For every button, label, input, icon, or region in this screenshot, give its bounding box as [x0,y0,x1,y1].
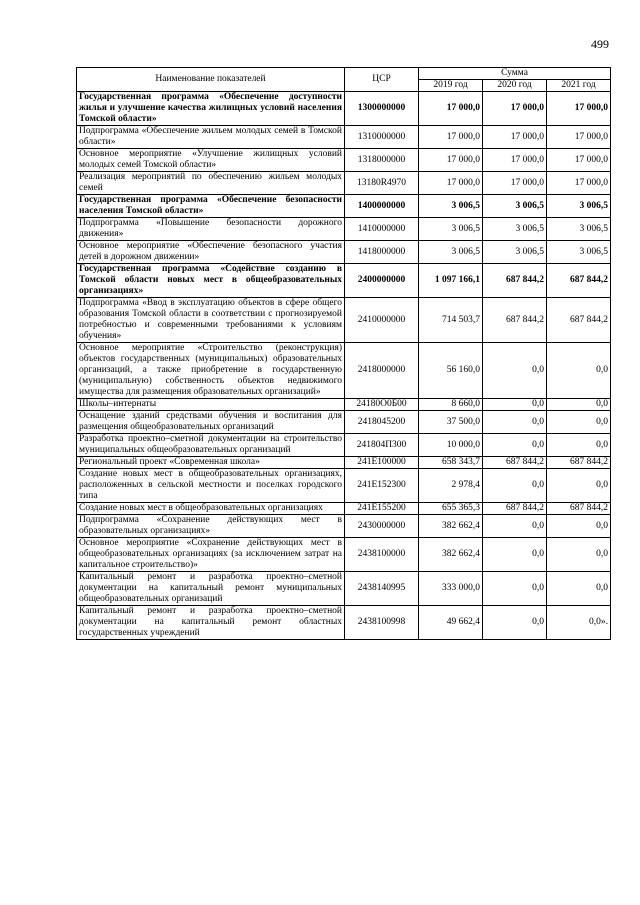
row-value-2019: 8 660,0 [419,399,483,411]
row-value-2021: 17 000,0 [547,92,611,126]
table-row [77,195,611,218]
row-value-2021: 17 000,0 [547,126,611,149]
row-name: Государственная программа «Обеспечение безопасности населения Томской области» [77,195,345,218]
table-row [77,218,611,241]
row-value-2020: 17 000,0 [483,92,547,126]
table-header [77,68,611,92]
row-value-2021: 687 844,2 [547,457,611,469]
row-value-2019: 655 365,3 [419,503,483,515]
row-name: Основное мероприятие «Обеспечение безопасного участия детей в дорожном движении» [77,241,345,264]
row-value-2020: 687 844,2 [483,264,547,298]
budget-table [76,67,611,640]
row-code: 2438100000 [345,538,419,572]
header-year-2019: 2019 год [419,80,483,92]
row-value-2020: 17 000,0 [483,149,547,172]
row-name: Основное мероприятие «Улучшение жилищных условий молодых семей Томской области» [77,149,345,172]
table-row [77,126,611,149]
row-value-2019: 658 343,7 [419,457,483,469]
row-name: Создание новых мест в общеобразовательных организациях [77,503,345,515]
row-value-2021: 0,0 [547,538,611,572]
table-row [77,469,611,503]
row-name: Создание новых мест в общеобразовательных организациях, расположенных в сельской местности и поселках городского типа [77,469,345,503]
table-row [77,457,611,469]
header-year-2021: 2021 год [547,80,611,92]
row-value-2021: 17 000,0 [547,172,611,195]
header-code: ЦСР [345,68,419,92]
row-code: 241E155200 [345,503,419,515]
row-name: Школы–интернаты [77,399,345,411]
row-name: Государственная программа «Обеспечение доступности жилья и улучшение качества жилищных условий населения Томской области» [77,92,345,126]
row-value-2020: 0,0 [483,399,547,411]
row-value-2019: 3 006,5 [419,241,483,264]
row-value-2020: 3 006,5 [483,195,547,218]
row-code: 2410000000 [345,298,419,343]
table-row [77,264,611,298]
header-year-2020: 2020 год [483,80,547,92]
row-code: 1418000000 [345,241,419,264]
row-name: Капитальный ремонт и разработка проектно–сметной документации на капитальный ремонт областных государственных учреждений [77,606,345,640]
row-value-2020: 0,0 [483,515,547,538]
row-value-2021: 3 006,5 [547,241,611,264]
row-value-2019: 17 000,0 [419,172,483,195]
row-value-2020: 687 844,2 [483,503,547,515]
table-row [77,172,611,195]
row-value-2021: 687 844,2 [547,503,611,515]
row-name: Оснащение зданий средствами обучения и воспитания для размещения общеобразовательных организаций [77,411,345,434]
table-row [77,92,611,126]
row-value-2019: 714 503,7 [419,298,483,343]
row-value-2019: 1 097 166,1 [419,264,483,298]
row-value-2020: 687 844,2 [483,298,547,343]
table-row [77,572,611,606]
row-value-2019: 37 500,0 [419,411,483,434]
row-value-2019: 2 978,4 [419,469,483,503]
row-name: Разработка проектно–сметной документации на строительство муниципальных общеобразовательных организаций [77,434,345,457]
row-code: 2438100998 [345,606,419,640]
row-value-2021: 0,0 [547,411,611,434]
row-value-2019: 10 000,0 [419,434,483,457]
row-code: 241804П300 [345,434,419,457]
row-code: 1318000000 [345,149,419,172]
row-code: 1300000000 [345,92,419,126]
row-value-2020: 0,0 [483,343,547,399]
row-value-2020: 3 006,5 [483,241,547,264]
row-name: Подпрограмма «Ввод в эксплуатацию объектов в сфере общего образования Томской области в соответствии с прогнозируемой потребностью и современными требованиями к условиям обучения» [77,298,345,343]
row-value-2019: 17 000,0 [419,92,483,126]
row-code: 2438140995 [345,572,419,606]
row-value-2019: 3 006,5 [419,195,483,218]
row-name: Реализация мероприятий по обеспечению жильем молодых семей [77,172,345,195]
row-code: 2418045200 [345,411,419,434]
row-value-2020: 0,0 [483,434,547,457]
row-value-2021: 0,0 [547,515,611,538]
table-row [77,515,611,538]
table-row [77,538,611,572]
table-row [77,298,611,343]
row-value-2019: 382 662,4 [419,515,483,538]
table-row [77,399,611,411]
row-code: 24180О0Б00 [345,399,419,411]
table-row [77,434,611,457]
table-row [77,343,611,399]
row-code: 1310000000 [345,126,419,149]
table-row [77,149,611,172]
row-value-2019: 56 160,0 [419,343,483,399]
row-name: Основное мероприятие «Строительство (реконструкция) объектов государственных (муниципальных) образовательных организаций, а также приобретение в государственную (муниципальную) собственность объектов недвижимого имущества для размещения образовательных организаций» [77,343,345,399]
header-sum: Сумма [419,68,611,80]
row-value-2021: 17 000,0 [547,149,611,172]
row-value-2020: 687 844,2 [483,457,547,469]
row-code: 1400000000 [345,195,419,218]
row-value-2020: 0,0 [483,606,547,640]
row-value-2019: 17 000,0 [419,126,483,149]
row-value-2020: 3 006,5 [483,218,547,241]
row-value-2019: 3 006,5 [419,218,483,241]
row-value-2019: 333 000,0 [419,572,483,606]
row-value-2021: 687 844,2 [547,264,611,298]
row-name: Подпрограмма «Повышение безопасности дорожного движения» [77,218,345,241]
table-row [77,503,611,515]
table-row [77,411,611,434]
row-code: 13180R4970 [345,172,419,195]
row-value-2021: 0,0 [547,434,611,457]
row-value-2020: 0,0 [483,469,547,503]
row-value-2020: 0,0 [483,411,547,434]
page-number: 499 [591,37,609,51]
row-value-2021: 0,0 [547,469,611,503]
row-name: Государственная программа «Содействие созданию в Томской области новых мест в общеобразовательных организациях» [77,264,345,298]
table-row [77,606,611,640]
table-body [77,92,611,640]
row-name: Подпрограмма «Сохранение действующих мест в образовательных организациях» [77,515,345,538]
row-name: Основное мероприятие «Сохранение действующих мест в общеобразовательных организациях (за исключением затрат на капитальное строительство)» [77,538,345,572]
row-code: 2418000000 [345,343,419,399]
row-name: Региональный проект «Современная школа» [77,457,345,469]
row-code: 1410000000 [345,218,419,241]
row-value-2021: 0,0». [547,606,611,640]
row-value-2020: 17 000,0 [483,172,547,195]
header-name: Наименование показателей [77,68,345,92]
row-value-2020: 17 000,0 [483,126,547,149]
row-value-2019: 17 000,0 [419,149,483,172]
row-value-2019: 49 662,4 [419,606,483,640]
row-name: Подпрограмма «Обеспечение жильем молодых семей в Томской области» [77,126,345,149]
row-value-2020: 0,0 [483,538,547,572]
row-code: 2430000000 [345,515,419,538]
row-value-2021: 0,0 [547,343,611,399]
table-row [77,241,611,264]
row-value-2021: 0,0 [547,399,611,411]
row-name: Капитальный ремонт и разработка проектно–сметной документации на капитальный ремонт муниципальных общеобразовательных организаций [77,572,345,606]
row-code: 241E152300 [345,469,419,503]
row-code: 2400000000 [345,264,419,298]
row-value-2019: 382 662,4 [419,538,483,572]
row-code: 241E100000 [345,457,419,469]
row-value-2020: 0,0 [483,572,547,606]
row-value-2021: 0,0 [547,572,611,606]
row-value-2021: 3 006,5 [547,218,611,241]
row-value-2021: 3 006,5 [547,195,611,218]
row-value-2021: 687 844,2 [547,298,611,343]
